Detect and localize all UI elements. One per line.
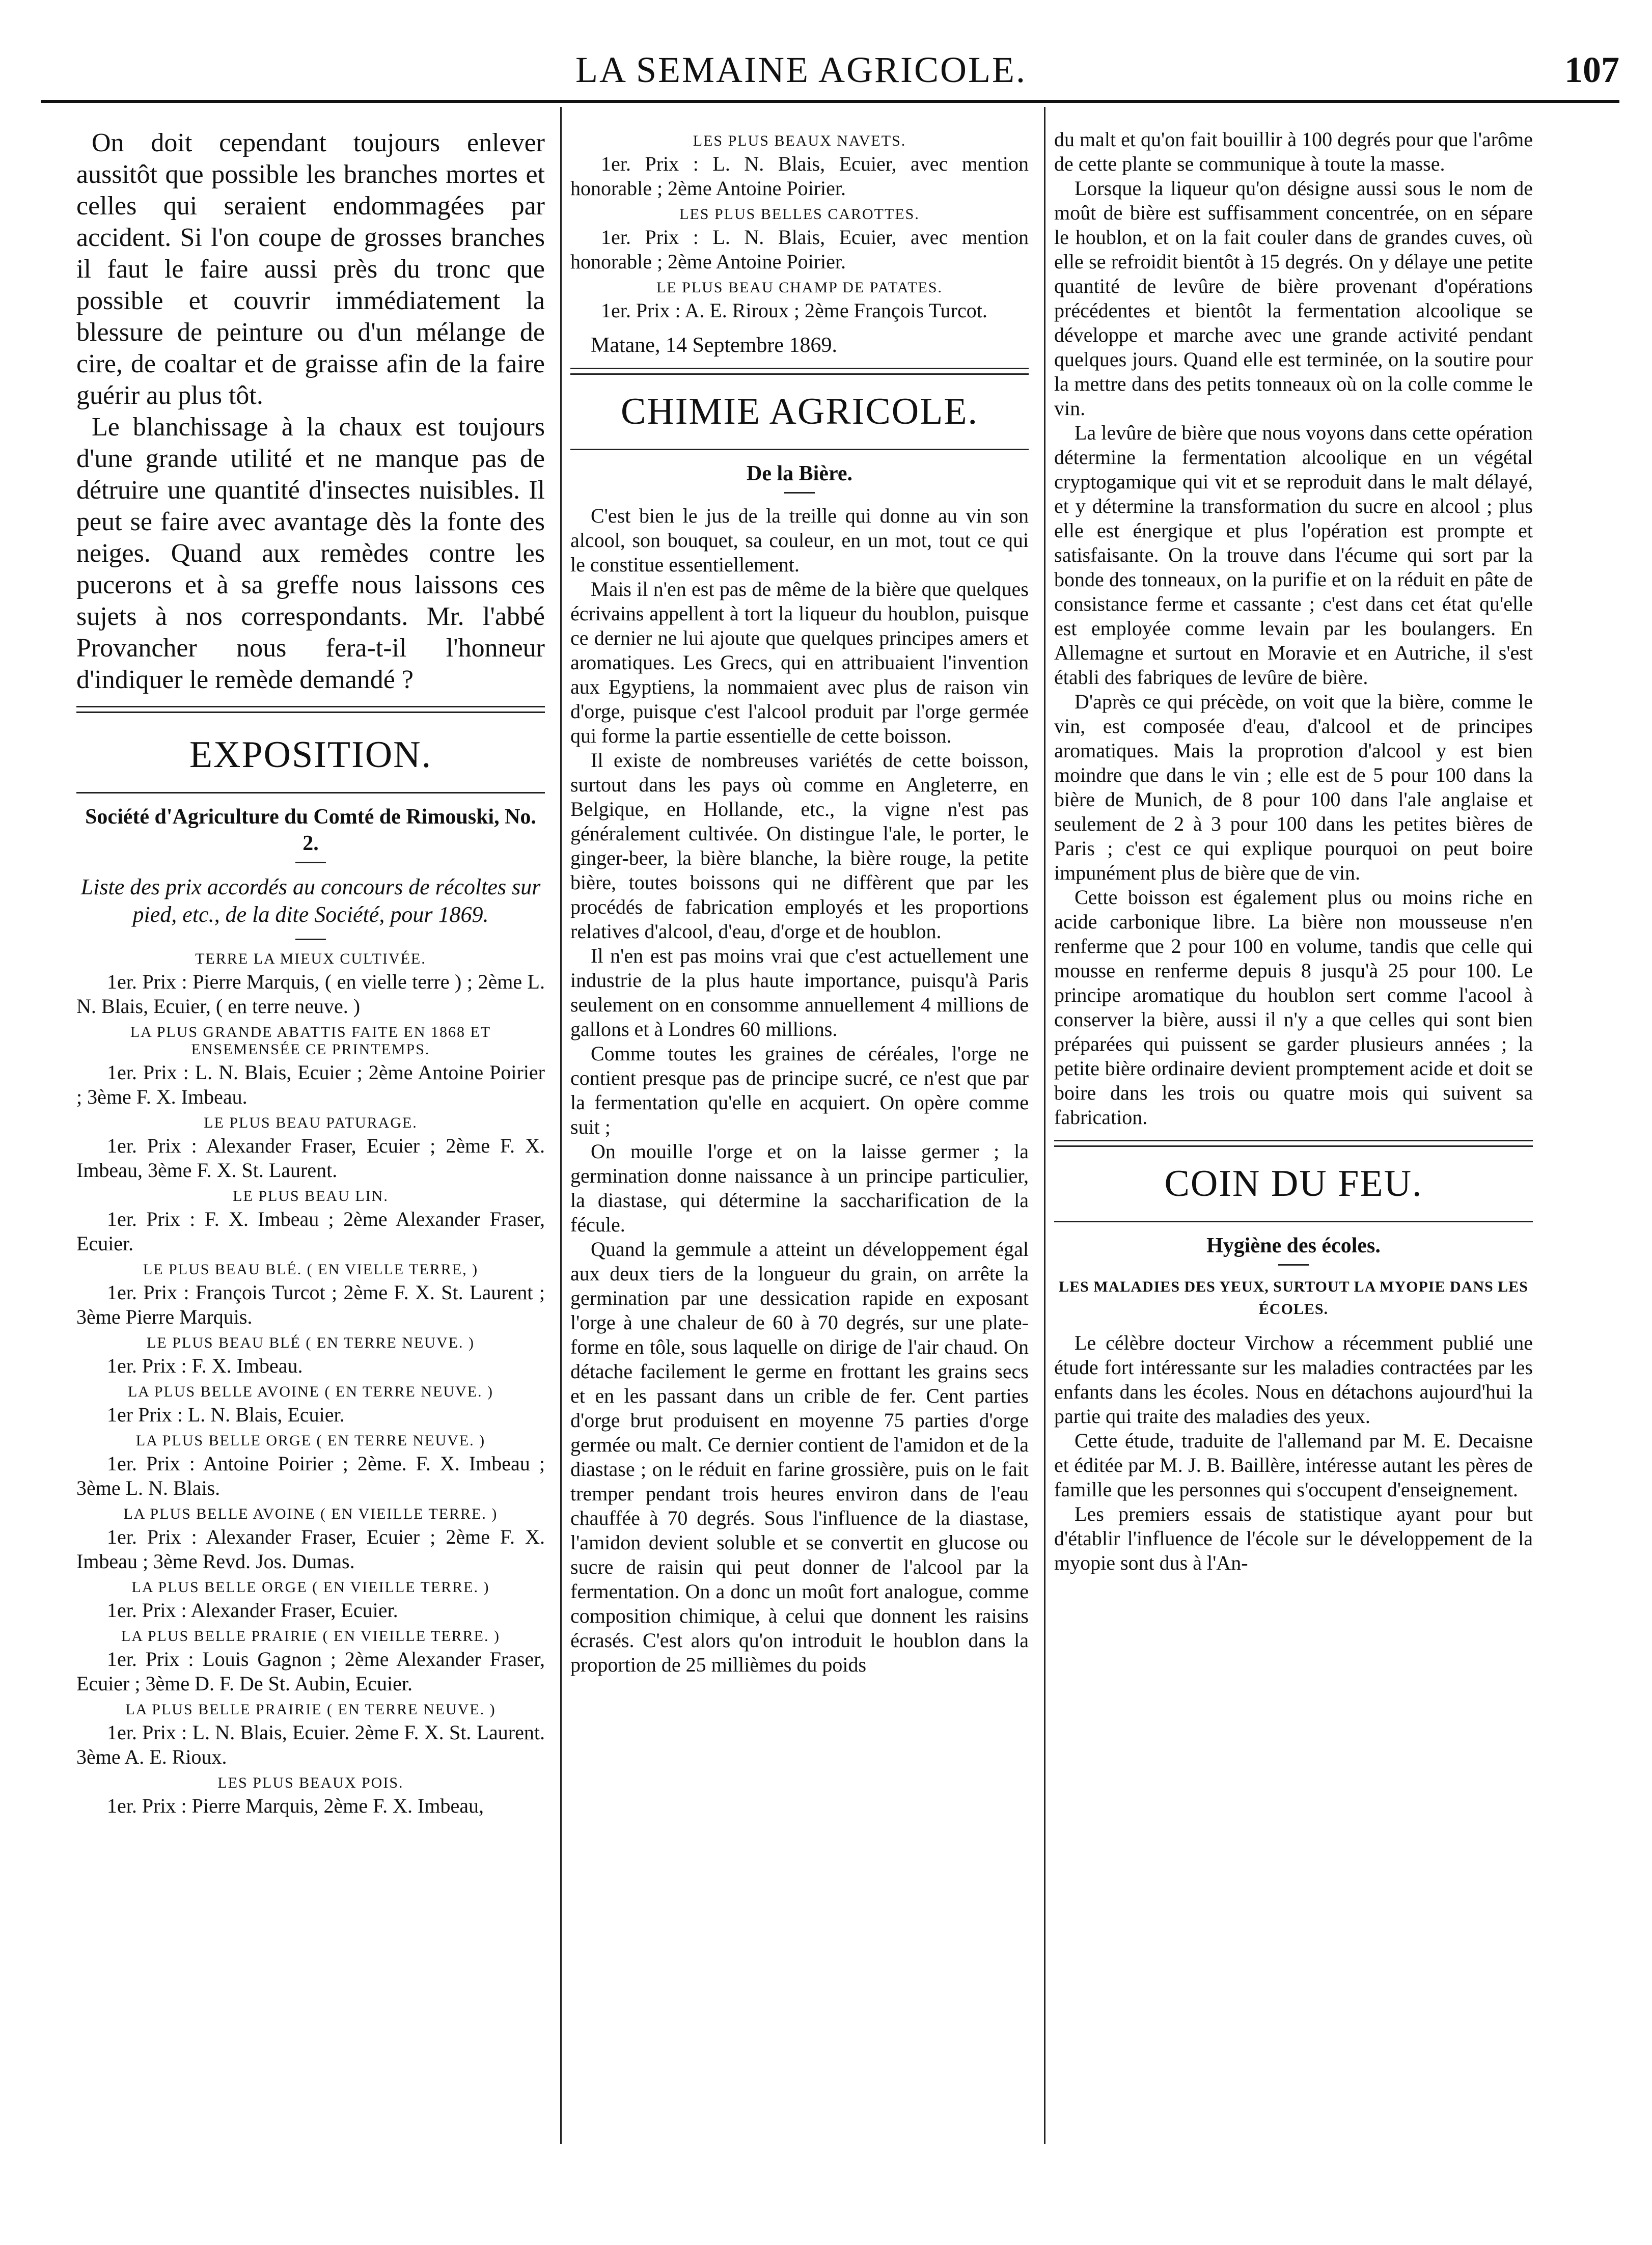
prize-list-intro: Liste des prix accordés au concours de récoltes sur pied, etc., de la dite Société, pour 1869. [80,874,541,927]
paragraph: On mouille l'orge et on la laisse germer ; la germination donne naissance à un principe particulier, la diastase, qui détermine la saccharification de la fécule. [570,1140,1029,1236]
prize-entry: 1er. Prix : Louis Gagnon ; 2ème Alexander Fraser, Ecuier ; 3ème D. F. De St. Aubin, Ecuier. [76,1648,545,1695]
section-title-coin-du-feu: COIN DU FEU. [1164,1163,1423,1204]
prize-category: LA PLUS BELLE AVOINE ( EN VIEILLE TERRE. ) [123,1505,498,1522]
prize-entry: 1er. Prix : L. N. Blais, Ecuier. 2ème F. X. St. Laurent. 3ème A. E. Rioux. [76,1721,545,1768]
paragraph: On doit cependant toujours enlever aussitôt que possible les branches mortes et celles qui seraient endommagées par accident. Si l'on coupe de grosses branches il faut le faire aussi près du tronc que possible et couvrir immédiatement la blessure de peinture ou d'un mélange de cire, de coaltar et de graisse afin de la faire guérir au plus tôt. [76,128,545,410]
paragraph: Le blanchissage à la chaux est toujours d'une grande utilité et ne manque pas de détruire une quantité d'insectes nuisibles. Il peut se faire avec avantage dès la fonte des neiges. Quand aux remèdes contre les pucerons et à sa greffe nous laissons ces sujets à nos correspondants. Mr. l'abbé Provancher nous fera-t-il l'honneur d'indiquer le remède demandé ? [76,413,545,694]
prize-entry: 1er. Prix : F. X. Imbeau. [107,1354,303,1377]
prize-category: LA PLUS BELLE PRAIRIE ( EN TERRE NEUVE. ) [125,1701,496,1718]
prize-category: LA PLUS BELLE ORGE ( EN VIEILLE TERRE. ) [131,1579,490,1596]
paragraph: du malt et qu'on fait bouillir à 100 degrés pour que l'arôme de cette plante se communique à toute la masse. [1054,128,1533,175]
paragraph: Il n'en est pas moins vrai que c'est actuellement une industrie de la plus haute importance, puisqu'à Paris seulement on en consomme annuellement 4 millions de gallons et à Londres 60 millions. [570,944,1029,1041]
prize-category: LE PLUS BEAU CHAMP DE PATATES. [656,279,943,296]
prize-entry: 1er. Prix : Alexander Fraser, Ecuier. [107,1599,398,1622]
section-rule [76,706,545,713]
prize-category: LA PLUS GRANDE ABATTIS FAITE EN 1868 ET ENSEMENSÉE CE PRINTEMPS. [130,1024,491,1058]
prize-category: LES PLUS BEAUX POIS. [217,1774,404,1791]
prize-category: LES PLUS BEAUX NAVETS. [693,132,906,149]
column-divider [560,107,562,2144]
rule [570,449,1029,450]
prize-category: LE PLUS BEAU BLÉ ( EN TERRE NEUVE. ) [147,1334,475,1351]
dash [1278,1264,1309,1266]
column-2 [570,127,1029,1677]
paragraph: Comme toutes les graines de céréales, l'orge ne contient presque pas de principe sucré, ce n'est que par la fermentation qu'elle en acquiert. On opère comme suit ; [570,1042,1029,1138]
paragraph: La levûre de bière que nous voyons dans cette opération détermine la fermentation alcoolique en un végétal cryptogamique qui vit et se reproduit dans le malt délayé, et y détermine la transformation du sucre en alcool ; plus elle est énergique et plus l'opération est prompte et satisfaisante. On la trouve dans l'écume qui sort par la bonde des tonneaux, on la purifie et on la réduit en pâte de consistance ferme et cassante ; c'est dans cet état qu'elle est employée comme levain par les boulangers. En Allemagne et surtout en Moravie et en Autriche, il s'est établi des fabriques de levûre de bière. [1054,421,1533,689]
prize-entry: 1er. Prix : François Turcot ; 2ème F. X. St. Laurent ; 3ème Pierre Marquis. [76,1281,545,1328]
page-header [41,49,1619,105]
prize-entry: 1er. Prix : Pierre Marquis, ( en vielle terre ) ; 2ème L. N. Blais, Ecuier, ( en terre neuve. ) [76,970,545,1018]
prize-category: LE PLUS BEAU LIN. [233,1188,389,1204]
paragraph: Lorsque la liqueur qu'on désigne aussi sous le nom de moût de bière est suffisamment concentrée, on en sépare le houblon, et on la fait couler dans de grandes cuves, où elle se refroidit bientôt à 15 degrés. On y délaye une petite quantité de levûre de bière provenant d'opérations précédentes et bientôt la fermentation alcoolique se développe et marche avec une grande activité pendant quelques jours. Quand elle est terminée, on la soutire pour la mettre dans des petits tonneaux où on la colle comme le vin. [1054,177,1533,420]
prize-entry: 1er. Prix : L. N. Blais, Ecuier, avec mention honorable ; 2ème Antoine Poirier. [570,152,1029,200]
prize-entry: 1er. Prix : L. N. Blais, Ecuier, avec mention honorable ; 2ème Antoine Poirier. [570,226,1029,273]
running-title: LA SEMAINE AGRICOLE. [575,49,1027,90]
dateline: Matane, 14 Septembre 1869. [591,334,838,357]
prize-entry: 1er. Prix : Antoine Poirier ; 2ème. F. X. Imbeau ; 3ème L. N. Blais. [76,1452,545,1499]
prize-entry: 1er. Prix : F. X. Imbeau ; 2ème Alexander Fraser, Ecuier. [76,1208,545,1255]
dash [295,939,326,940]
prize-category: LE PLUS BEAU PATURAGE. [204,1114,418,1131]
prize-entry: 1er. Prix : Alexander Fraser, Ecuier ; 2ème F. X. Imbeau ; 3ème Revd. Jos. Dumas. [76,1525,545,1573]
paragraph: Mais il n'en est pas de même de la bière que quelques écrivains appellent à tort la liqueur du houblon, puisque ce dernier ne lui ajoute que quelques principes amers et aromatiques. Les Grecs, qui en attribuaient l'invention aux Egyptiens, la nommaient avec plus de raison vin d'orge, puisque c'est l'alcool produit par l'orge germée qui forme la partie essentielle de cette boisson. [570,578,1029,747]
dash [295,862,326,863]
page-number: 107 [1564,49,1619,90]
paragraph: D'après ce qui précède, on voit que la bière, comme le vin, est composée d'eau, d'alcool et de principes aromatiques. Mais la proprotion d'alcool y est bien moindre que dans le vin ; elle est de 5 pour 100 dans la bière de Munich, de 8 pour 100 dans l'ale anglaise et seulement de 2 à 3 pour 100 dans les petites bières de Paris ; c'est ce qui explique pourquoi on peut boire impunément plus de bière que de vin. [1054,690,1533,884]
section-rule [1054,1140,1533,1147]
column-1 [76,127,545,1820]
prize-entry: 1er. Prix : L. N. Blais, Ecuier ; 2ème Antoine Poirier ; 3ème F. X. Imbeau. [76,1061,545,1108]
paragraph: Il existe de nombreuses variétés de cette boisson, surtout dans les pays où comme en Angleterre, en Belgique, en Hollande, etc., la vigne n'est pas généralement cultivée. On distingue l'ale, le porter, le ginger-beer, la bière blanche, la bière rouge, la petite bière, toutes boissons qui ne diffèrent que par les procédés de fabrication employés et les proportions relatives d'alcool, d'eau, d'orge et de houblon. [570,749,1029,943]
prize-category: LA PLUS BELLE AVOINE ( EN TERRE NEUVE. ) [127,1383,494,1400]
prize-category: TERRE LA MIEUX CULTIVÉE. [195,950,426,967]
article-title: Hygiène des écoles. [1206,1234,1381,1257]
dash [784,492,815,494]
paragraph: Cette étude, traduite de l'allemand par M. E. Decaisne et éditée par M. J. B. Baillère, intéresse autant les pères de famille que les personnes qui s'occupent d'enseignement. [1054,1429,1533,1501]
prize-entry: 1er. Prix : Alexander Fraser, Ecuier ; 2ème F. X. Imbeau, 3ème F. X. St. Laurent. [76,1134,545,1182]
paragraph: Les premiers essais de statistique ayant pour but d'établir l'influence de l'école sur le développement de la myopie sont dus à l'An- [1054,1502,1533,1574]
article-subtitle: LES MALADIES DES YEUX, SURTOUT LA MYOPIE DANS LES ÉCOLES. [1059,1278,1528,1318]
rule [76,792,545,793]
prize-category: LA PLUS BELLE ORGE ( EN TERRE NEUVE. ) [135,1432,486,1449]
rule [1054,1221,1533,1222]
paragraph: Quand la gemmule a atteint un développement égal aux deux tiers de la longueur du grain, on arrête la germination par une dessication rapide en exposant l'orge à une chaleur de 60 à 70 degrés, sur une plate-forme en tôle, sous laquelle on dirige de l'air chaud. On détache facilement le germe en frottant les grains secs et en les passant dans un crible de fer. Cent parties d'orge brut produisent en moyenne 75 parties d'orge germée ou malt. Ce dernier contient de l'amidon et de la diastase ; on le réduit en farine grossière, puis on le fait tremper pendant trois heures environ dans de l'eau chauffée à 70 degrés. Sous l'influence de la diastase, l'amidon devient soluble et se convertit en glucose ou sucre de raisin qui peut donner de l'alcool par la fermentation. On a donc un moût fort analogue, comme composition chimique, à celui que donnent les raisins écrasés. C'est alors qu'on introduit le houblon dans la proportion de 25 millièmes du poids [570,1238,1029,1676]
prize-entry: 1er Prix : L. N. Blais, Ecuier. [107,1403,345,1426]
paragraph: Cette boisson est également plus ou moins riche en acide carbonique libre. La bière non mousseuse n'en renferme que 2 pour 100 en volume, tandis que celle qui mousse en renferme depuis 8 jusqu'à 25 pour 100. Le principe aromatique du houblon sert comme l'acool à conserver la bière, aussi il n'y a que celles qui sont bien préparées qui puissent se garder plusieurs années ; la petite bière ordinaire devient promptement acide et doit se boire dans les trois ou quatre mois qui suivent sa fabrication. [1054,886,1533,1129]
society-title: Société d'Agriculture du Comté de Rimouski, No. 2. [85,805,536,855]
paragraph: Le célèbre docteur Virchow a récemment publié une étude fort intéressante sur les maladies contractées par les enfants dans les écoles. Nous en détachons aujourd'hui la partie qui traite des maladies des yeux. [1054,1331,1533,1428]
section-rule [570,368,1029,375]
column-3 [1054,127,1533,1575]
article-title: De la Bière. [747,462,852,485]
header-rule [41,100,1619,103]
prize-category: LE PLUS BEAU BLÉ. ( EN VIELLE TERRE, ) [143,1261,479,1278]
prize-entry: 1er. Prix : Pierre Marquis, 2ème F. X. Imbeau, [107,1794,484,1817]
prize-category: LA PLUS BELLE PRAIRIE ( EN VIEILLE TERRE. ) [121,1628,500,1645]
section-title-chimie: CHIMIE AGRICOLE. [620,391,979,432]
paragraph: C'est bien le jus de la treille qui donne au vin son alcool, son bouquet, sa couleur, en un mot, tout ce qui le constitue essentiellement. [570,504,1029,576]
prize-category: LES PLUS BELLES CAROTTES. [679,206,920,223]
section-title-exposition: EXPOSITION. [189,734,432,776]
prize-entry: 1er. Prix : A. E. Riroux ; 2ème François Turcot. [601,299,987,322]
column-divider [1044,107,1045,2144]
